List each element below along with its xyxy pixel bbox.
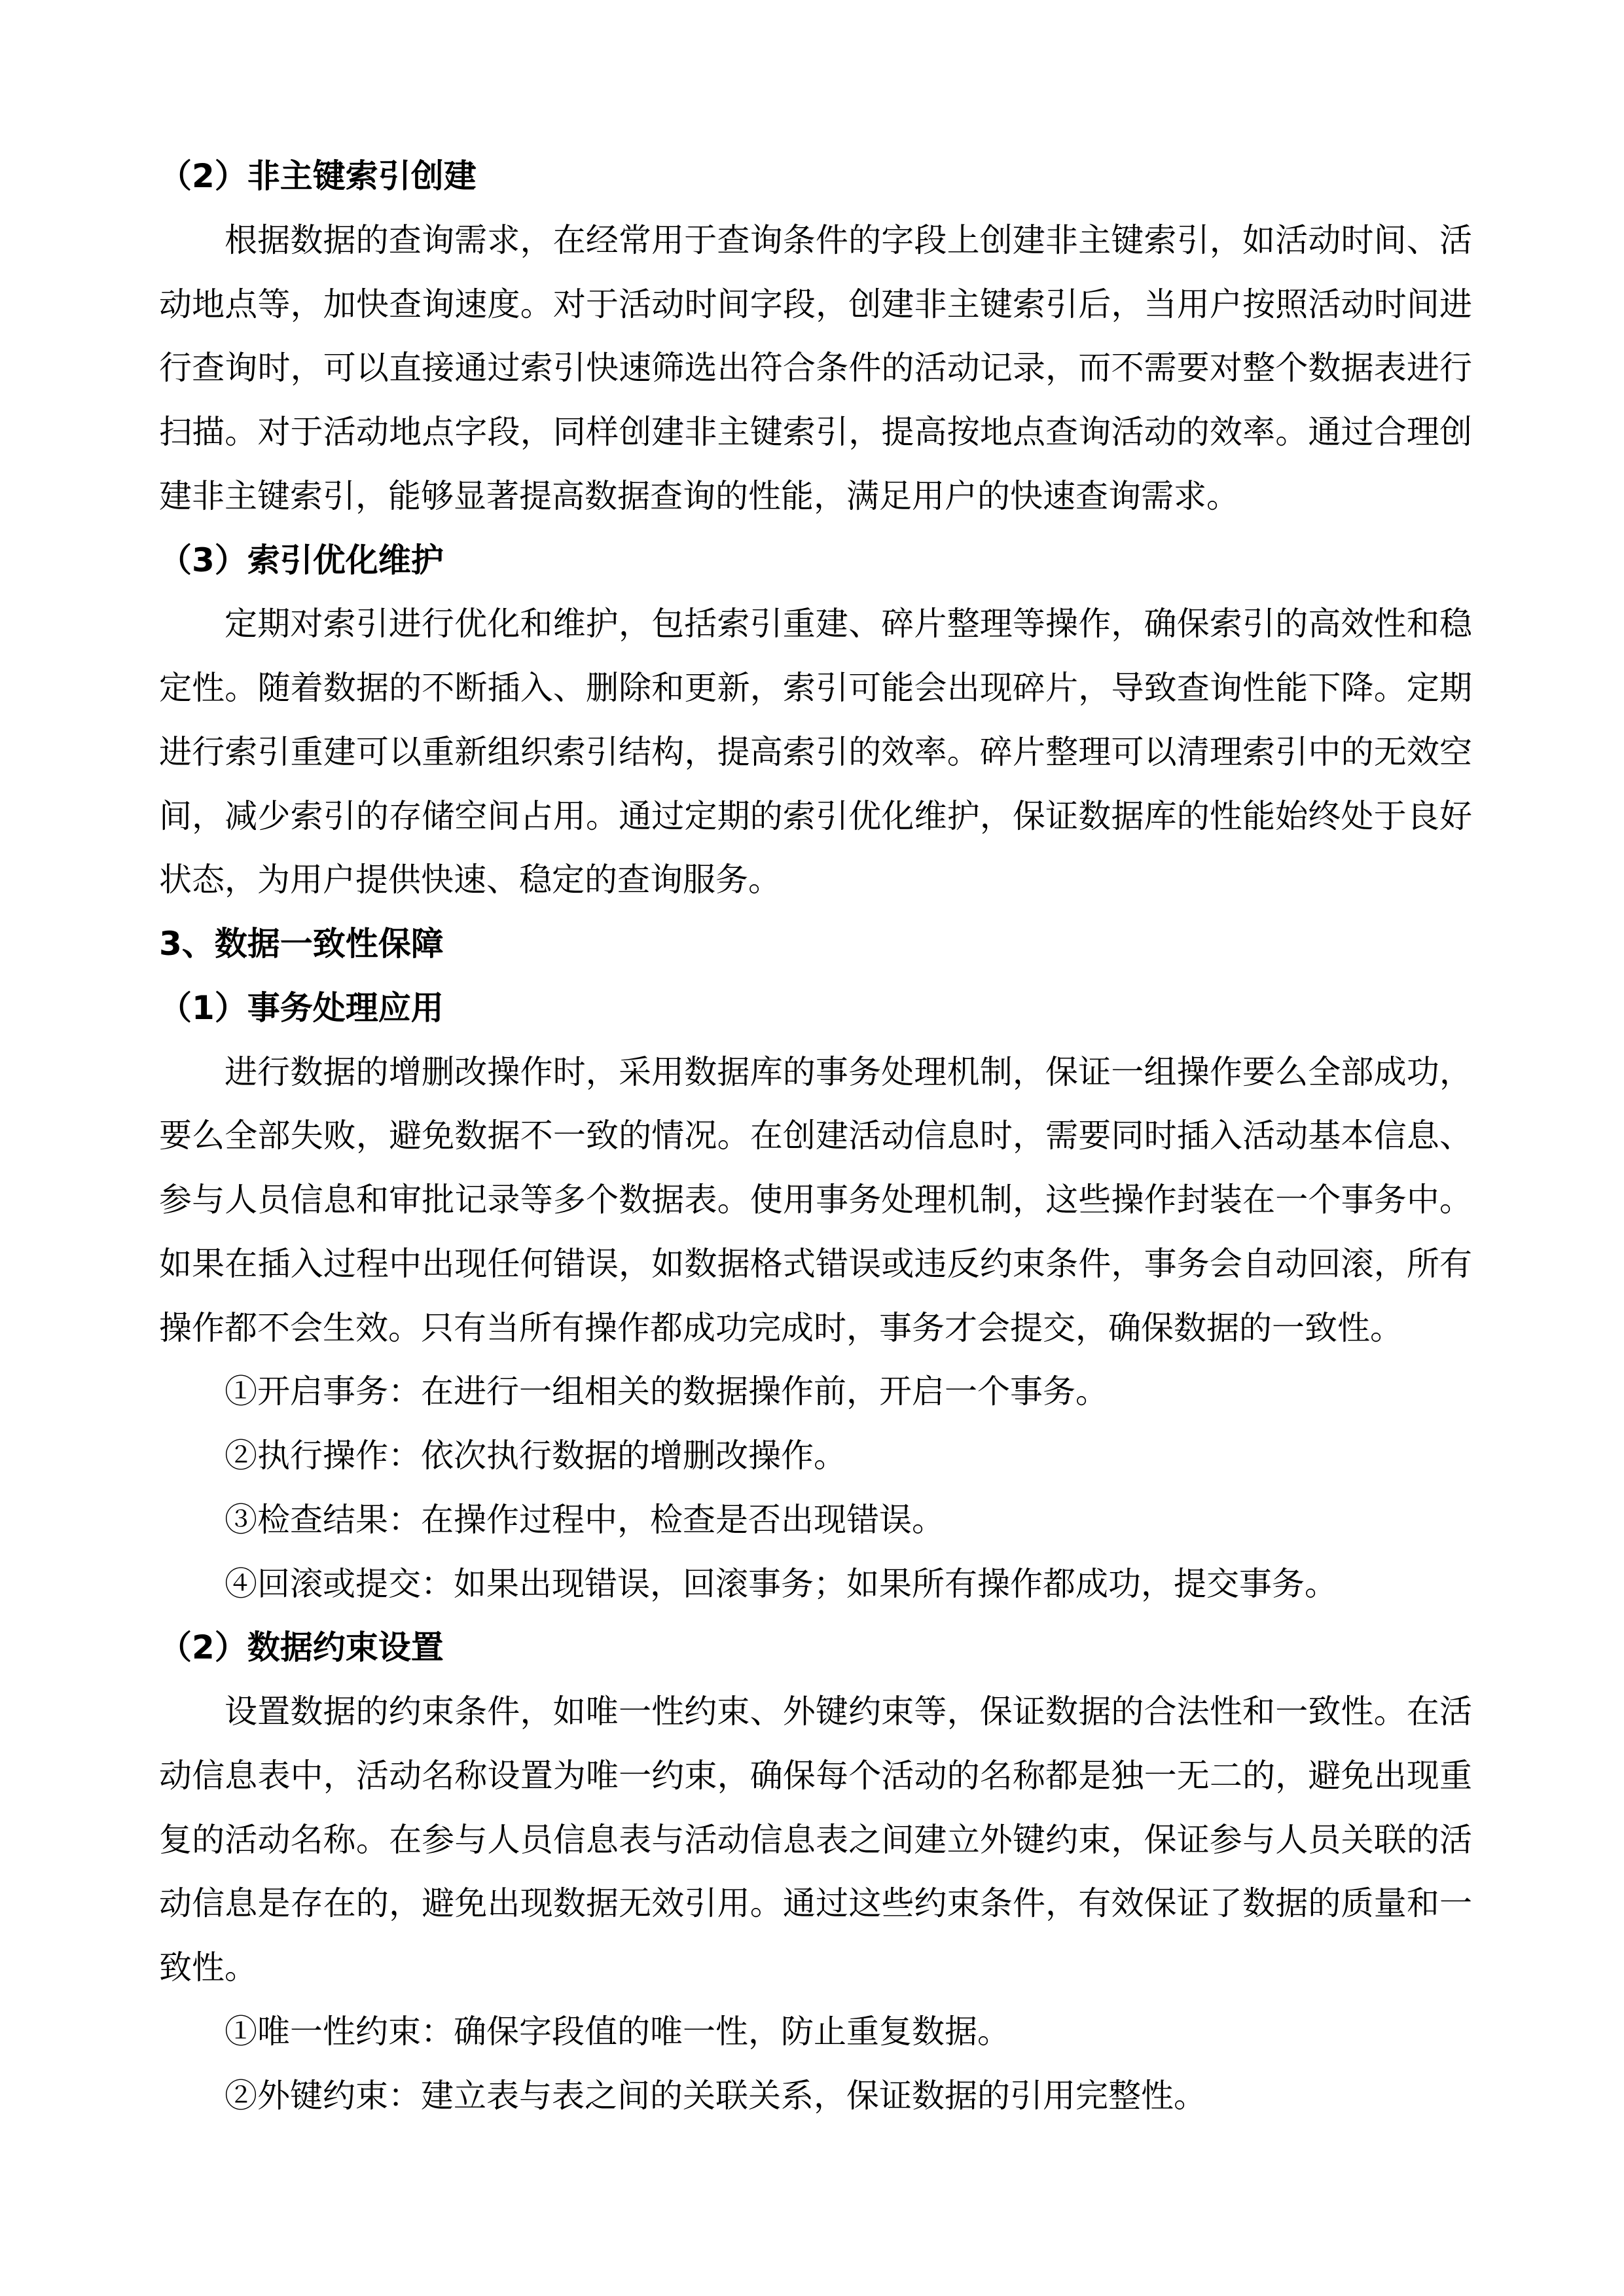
paragraph-line: 行查询时，可以直接通过索引快速筛选出符合条件的活动记录，而不需要对整个数据表进行 xyxy=(159,349,1472,387)
paragraph xyxy=(159,1041,1472,1361)
section-heading: （2）非主键索引创建 xyxy=(159,157,477,195)
paragraph-line: 要么全部失败，避免数据不一致的情况。在创建活动信息时，需要同时插入活动基本信息、 xyxy=(159,1117,1472,1155)
paragraph xyxy=(159,592,1472,912)
step-item: ②外键约束：建立表与表之间的关联关系，保证数据的引用完整性。 xyxy=(225,2076,1206,2115)
step-item: ①唯一性约束：确保字段值的唯一性，防止重复数据。 xyxy=(225,2012,1010,2051)
document-body xyxy=(159,145,1472,2128)
step-list xyxy=(159,2000,1472,2128)
step-item: ①开启事务：在进行一组相关的数据操作前，开启一个事务。 xyxy=(225,1372,1108,1411)
paragraph-line: 致性。 xyxy=(159,1948,257,1986)
paragraph-line: 参与人员信息和审批记录等多个数据表。使用事务处理机制，这些操作封装在一个事务中。 xyxy=(159,1181,1472,1219)
paragraph-line: 建非主键索引，能够显著提高数据查询的性能，满足用户的快速查询需求。 xyxy=(159,476,1239,515)
step-list xyxy=(159,1360,1472,1616)
section-heading: （2）数据约束设置 xyxy=(159,1628,444,1667)
subsection-data-constraints xyxy=(159,1616,1472,2128)
step-item: ③检查结果：在操作过程中，检查是否出现错误。 xyxy=(225,1500,945,1539)
paragraph-line: 设置数据的约束条件，如唯一性约束、外键约束等，保证数据的合法性和一致性。在活 xyxy=(225,1693,1472,1731)
chapter-heading: 3、数据一致性保障 xyxy=(159,925,444,963)
paragraph-line: 进行数据的增删改操作时，采用数据库的事务处理机制，保证一组操作要么全部成功， xyxy=(225,1052,1472,1091)
paragraph-line: 状态，为用户提供快速、稳定的查询服务。 xyxy=(159,861,781,899)
section-data-consistency xyxy=(159,912,1472,2128)
section-heading: （1）事务处理应用 xyxy=(159,988,444,1027)
paragraph-line: 扫描。对于活动地点字段，同样创建非主键索引，提高按地点查询活动的效率。通过合理创 xyxy=(159,413,1472,451)
paragraph xyxy=(159,209,1472,529)
paragraph-line: 间，减少索引的存储空间占用。通过定期的索引优化维护，保证数据库的性能始终处于良好 xyxy=(159,797,1472,835)
step-item: ④回滚或提交：如果出现错误，回滚事务；如果所有操作都成功，提交事务。 xyxy=(225,1564,1337,1603)
paragraph-line: 复的活动名称。在参与人员信息表与活动信息表之间建立外键约束，保证参与人员关联的活 xyxy=(159,1820,1472,1859)
section-heading: （3）索引优化维护 xyxy=(159,541,444,579)
paragraph xyxy=(159,1680,1472,2000)
subsection-transaction-processing xyxy=(159,977,1472,1617)
paragraph-line: 操作都不会生效。只有当所有操作都成功完成时，事务才会提交，确保数据的一致性。 xyxy=(159,1308,1403,1347)
paragraph-line: 进行索引重建可以重新组织索引结构，提高索引的效率。碎片整理可以清理索引中的无效空 xyxy=(159,732,1472,771)
paragraph-line: 动地点等，加快查询速度。对于活动时间字段，创建非主键索引后，当用户按照活动时间进 xyxy=(159,285,1472,323)
section-non-primary-key-index xyxy=(159,145,1472,529)
paragraph-line: 定期对索引进行优化和维护，包括索引重建、碎片整理等操作，确保索引的高效性和稳 xyxy=(225,605,1472,643)
paragraph-line: 定性。随着数据的不断插入、删除和更新，索引可能会出现碎片，导致查询性能下降。定期 xyxy=(159,669,1472,707)
paragraph-line: 如果在插入过程中出现任何错误，如数据格式错误或违反约束条件，事务会自动回滚，所有 xyxy=(159,1244,1472,1283)
paragraph-line: 根据数据的查询需求，在经常用于查询条件的字段上创建非主键索引，如活动时间、活 xyxy=(225,221,1472,259)
paragraph-line: 动信息是存在的，避免出现数据无效引用。通过这些约束条件，有效保证了数据的质量和一 xyxy=(159,1884,1472,1923)
paragraph-line: 动信息表中，活动名称设置为唯一约束，确保每个活动的名称都是独一无二的，避免出现重 xyxy=(159,1756,1472,1795)
step-item: ②执行操作：依次执行数据的增删改操作。 xyxy=(225,1437,846,1475)
section-index-optimization xyxy=(159,529,1472,913)
